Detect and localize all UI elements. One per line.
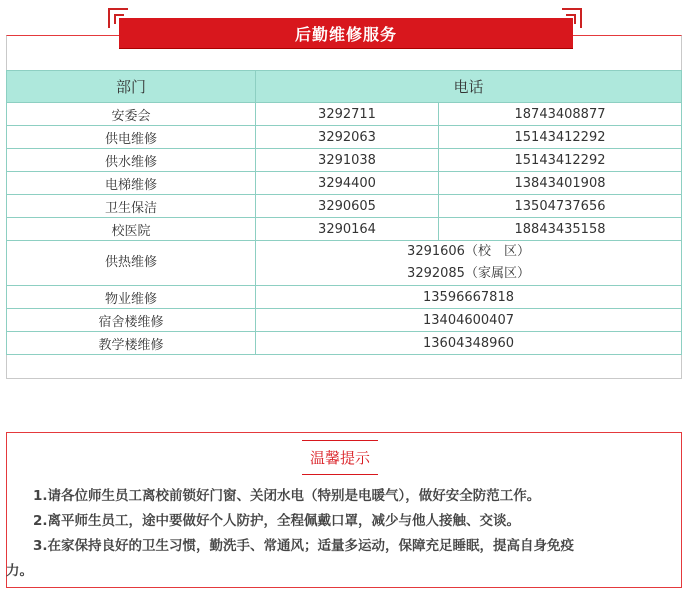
- tips-title: 温馨提示: [302, 440, 378, 475]
- mobile-cell: 15143412292: [439, 149, 682, 172]
- table-row-heating: [7, 241, 682, 286]
- mobile-cell: 13504737656: [439, 195, 682, 218]
- mobile-cell: 13843401908: [439, 172, 682, 195]
- table-row: [7, 149, 682, 172]
- dept-cell: 卫生保洁: [7, 195, 256, 218]
- dept-cell: 校医院: [7, 218, 256, 241]
- dept-cell: 供水维修: [7, 149, 256, 172]
- table-row: [7, 332, 682, 355]
- table-row: [7, 286, 682, 309]
- mobile-cell: 18843435158: [439, 218, 682, 241]
- tip-item: 1.请各位师生员工离校前锁好门窗、关闭水电（特别是电暖气），做好安全防范工作。: [33, 488, 541, 504]
- table-row: [7, 126, 682, 149]
- phone-cell: 3292711: [256, 103, 439, 126]
- phone-cell: 3290164: [256, 218, 439, 241]
- phone-cell: 3292063: [256, 126, 439, 149]
- mobile-cell: 18743408877: [439, 103, 682, 126]
- header-phone: 电话: [256, 71, 682, 103]
- dept-cell: 供热维修: [7, 241, 256, 286]
- table-row: [7, 172, 682, 195]
- phone-cell: 13404600407: [256, 309, 682, 332]
- phone-line-campus: 3291606（校 区）: [407, 244, 530, 259]
- phone-cell: 13596667818: [256, 286, 682, 309]
- dept-cell: 供电维修: [7, 126, 256, 149]
- dept-cell: 物业维修: [7, 286, 256, 309]
- table-row: [7, 103, 682, 126]
- tip-item: 2.离平师生员工，途中要做好个人防护，全程佩戴口罩，减少与他人接触、交谈。: [33, 513, 521, 529]
- phone-cell: 3294400: [256, 172, 439, 195]
- page-title: 后勤维修服务: [119, 18, 573, 48]
- mobile-cell: 15143412292: [439, 126, 682, 149]
- table-header-row: [7, 71, 682, 103]
- service-table: [6, 70, 682, 355]
- dept-cell: 电梯维修: [7, 172, 256, 195]
- phone-cell: 13604348960: [256, 332, 682, 355]
- dept-cell: 宿舍楼维修: [7, 309, 256, 332]
- table-row: [7, 195, 682, 218]
- header-dept: 部门: [7, 71, 256, 103]
- dept-cell: 安委会: [7, 103, 256, 126]
- phone-cell-multi: [256, 241, 682, 286]
- tip-item: 3.在家保持良好的卫生习惯，勤洗手、常通风；适量多运动，保障充足睡眠，提高自身免疫: [33, 538, 575, 554]
- table-row: [7, 309, 682, 332]
- table-row: [7, 218, 682, 241]
- phone-line-family: 3292085（家属区）: [407, 266, 530, 281]
- phone-cell: 3290605: [256, 195, 439, 218]
- dept-cell: 教学楼维修: [7, 332, 256, 355]
- tip-item-continued: 力。: [6, 563, 33, 579]
- phone-cell: 3291038: [256, 149, 439, 172]
- tips-list: [0, 484, 682, 584]
